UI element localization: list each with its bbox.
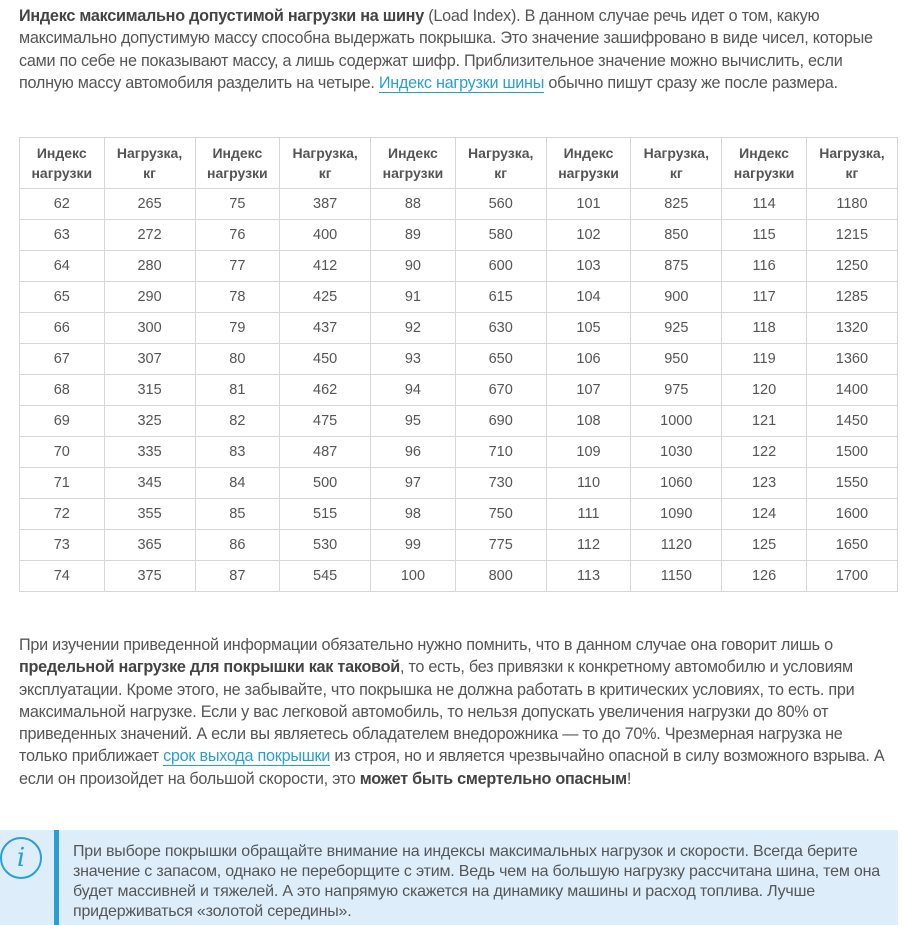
intro-text-2: обычно пишут сразу же после размера. [544,73,838,92]
load-index-cell: 97 [371,468,456,499]
load-index-cell: 90 [371,251,456,282]
load-index-cell: 80 [195,344,280,375]
load-kg-cell: 600 [455,251,546,282]
load-index-cell: 87 [195,561,280,592]
load-kg-cell: 1250 [806,251,897,282]
load-kg-cell: 545 [280,561,371,592]
body-paragraph [19,634,889,790]
load-kg-cell: 1030 [631,437,722,468]
table-row [20,530,898,561]
column-header: Индекс нагрузки [20,138,105,189]
load-index-cell: 67 [20,344,105,375]
load-index-cell: 66 [20,313,105,344]
load-index-cell: 107 [546,375,631,406]
body-bold-1: предельной нагрузке для покрышки как таковой [19,658,400,677]
load-kg-cell: 1180 [806,189,897,220]
info-text: При выборе покрышки обращайте внимание на индексы максимальных нагрузок и скорости. Всегда берите значение с запасом, однако не переборщите с этим. Ведь чем на большую нагрузку рассчитана шина, тем она будет массивней и тяжелей. А это напрямую скажется на динамику машины и расход топлива. Лучше придерживаться «золотой середины». [73,843,880,920]
info-accent-bar [54,830,59,925]
load-kg-cell: 530 [280,530,371,561]
load-index-cell: 72 [20,499,105,530]
load-index-cell: 104 [546,282,631,313]
load-kg-cell: 515 [280,499,371,530]
load-kg-cell: 670 [455,375,546,406]
body-text-4: ! [626,769,632,788]
load-kg-cell: 315 [104,375,195,406]
load-index-cell: 75 [195,189,280,220]
load-kg-cell: 775 [455,530,546,561]
load-kg-cell: 1090 [631,499,722,530]
info-icon: i [0,837,42,879]
load-kg-cell: 560 [455,189,546,220]
load-kg-cell: 1215 [806,220,897,251]
load-index-cell: 65 [20,282,105,313]
load-kg-cell: 690 [455,406,546,437]
column-header: Нагрузка, кг [104,138,195,189]
load-index-cell: 83 [195,437,280,468]
load-index-cell: 120 [722,375,807,406]
load-kg-cell: 265 [104,189,195,220]
intro-text-1: (Load Index). В данном случае речь идет о том, какую максимально допустимую массу способна выдержать покрышка. Это значение зашифровано в виде чисел, которые сами по себе не показывают массу, а лишь содержат шифр. Приблизительное значение можно вычислить, если полную массу автомобиля разделить на четыре. [19,7,873,92]
load-index-cell: 110 [546,468,631,499]
load-index-cell: 76 [195,220,280,251]
load-kg-cell: 365 [104,530,195,561]
load-index-cell: 123 [722,468,807,499]
load-index-cell: 117 [722,282,807,313]
load-index-cell: 116 [722,251,807,282]
tire-lifespan-link[interactable]: срок выхода покрышки [163,747,331,766]
load-index-cell: 115 [722,220,807,251]
load-kg-cell: 1120 [631,530,722,561]
load-index-cell: 89 [371,220,456,251]
table-row [20,468,898,499]
load-index-cell: 69 [20,406,105,437]
load-kg-cell: 1400 [806,375,897,406]
table-row [20,344,898,375]
load-index-cell: 91 [371,282,456,313]
load-kg-cell: 1060 [631,468,722,499]
load-index-cell: 78 [195,282,280,313]
load-index-cell: 108 [546,406,631,437]
load-kg-cell: 307 [104,344,195,375]
table-row [20,220,898,251]
info-callout [0,830,898,925]
table-row [20,499,898,530]
load-kg-cell: 1360 [806,344,897,375]
body-text-2: , то есть, без привязки к конкретному автомобилю и условиям эксплуатации. Кроме этого, не забывайте, что покрышка не должна работать в критических условиях, то есть. при максимальной нагрузке. Если у вас легковой автомобиль, то нельзя допускать увеличения нагрузки до 80% от приведенных значений. А если вы являетесь обладателем внедорожника — то до 70%. Чрезмерная нагрузка не только приближает [19,658,855,766]
load-index-cell: 64 [20,251,105,282]
column-header: Нагрузка, кг [280,138,371,189]
load-index-cell: 114 [722,189,807,220]
load-index-cell: 63 [20,220,105,251]
load-index-table [19,137,898,592]
load-index-cell: 111 [546,499,631,530]
table-body [20,189,898,592]
load-index-cell: 102 [546,220,631,251]
load-index-cell: 122 [722,437,807,468]
table-row [20,561,898,592]
column-header: Индекс нагрузки [546,138,631,189]
column-header: Индекс нагрузки [195,138,280,189]
load-kg-cell: 500 [280,468,371,499]
load-index-cell: 70 [20,437,105,468]
load-kg-cell: 710 [455,437,546,468]
load-kg-cell: 1600 [806,499,897,530]
load-index-cell: 95 [371,406,456,437]
load-kg-cell: 325 [104,406,195,437]
load-kg-cell: 580 [455,220,546,251]
table-row [20,375,898,406]
load-index-cell: 81 [195,375,280,406]
load-kg-cell: 975 [631,375,722,406]
load-index-cell: 124 [722,499,807,530]
load-index-cell: 105 [546,313,631,344]
load-kg-cell: 1000 [631,406,722,437]
load-index-cell: 93 [371,344,456,375]
load-index-cell: 100 [371,561,456,592]
load-kg-cell: 900 [631,282,722,313]
load-kg-cell: 850 [631,220,722,251]
load-kg-cell: 750 [455,499,546,530]
load-index-cell: 98 [371,499,456,530]
load-kg-cell: 1550 [806,468,897,499]
load-index-cell: 84 [195,468,280,499]
intro-bold-lead: Индекс максимально допустимой нагрузки на шину [19,7,424,25]
load-index-cell: 94 [371,375,456,406]
load-kg-cell: 335 [104,437,195,468]
load-kg-cell: 950 [631,344,722,375]
load-kg-cell: 272 [104,220,195,251]
load-kg-cell: 345 [104,468,195,499]
load-index-cell: 112 [546,530,631,561]
load-index-cell: 79 [195,313,280,344]
load-kg-cell: 475 [280,406,371,437]
load-index-cell: 121 [722,406,807,437]
load-kg-cell: 1150 [631,561,722,592]
load-kg-cell: 300 [104,313,195,344]
body-text-1: При изучении приведенной информации обязательно нужно помнить, что в данном случае она говорит лишь о [19,636,833,654]
load-kg-cell: 355 [104,499,195,530]
load-kg-cell: 800 [455,561,546,592]
load-kg-cell: 450 [280,344,371,375]
table-row [20,313,898,344]
load-index-cell: 77 [195,251,280,282]
table-row [20,251,898,282]
table-row [20,406,898,437]
load-index-cell: 126 [722,561,807,592]
table-row [20,282,898,313]
load-index-cell: 73 [20,530,105,561]
load-kg-cell: 1450 [806,406,897,437]
column-header: Индекс нагрузки [371,138,456,189]
table-row [20,437,898,468]
load-index-cell: 88 [371,189,456,220]
load-index-cell: 101 [546,189,631,220]
load-kg-cell: 1500 [806,437,897,468]
load-index-cell: 86 [195,530,280,561]
load-kg-cell: 387 [280,189,371,220]
load-kg-cell: 487 [280,437,371,468]
column-header: Нагрузка, кг [455,138,546,189]
load-kg-cell: 462 [280,375,371,406]
load-kg-cell: 875 [631,251,722,282]
load-kg-cell: 1650 [806,530,897,561]
load-index-cell: 62 [20,189,105,220]
load-kg-cell: 375 [104,561,195,592]
load-index-cell: 96 [371,437,456,468]
load-index-cell: 103 [546,251,631,282]
intro-paragraph [19,5,889,94]
load-kg-cell: 730 [455,468,546,499]
load-kg-cell: 280 [104,251,195,282]
load-index-cell: 92 [371,313,456,344]
load-index-link[interactable]: Индекс нагрузки шины [378,73,545,92]
load-index-cell: 82 [195,406,280,437]
body-text-3: из строя, но и является чрезвычайно опасной в силу возможного взрыва. А если он произойдет на большой скорости, это [19,747,885,788]
load-kg-cell: 1320 [806,313,897,344]
load-kg-cell: 1700 [806,561,897,592]
load-index-cell: 118 [722,313,807,344]
load-kg-cell: 412 [280,251,371,282]
load-kg-cell: 437 [280,313,371,344]
load-kg-cell: 290 [104,282,195,313]
load-kg-cell: 825 [631,189,722,220]
load-kg-cell: 425 [280,282,371,313]
load-index-cell: 85 [195,499,280,530]
table-row [20,189,898,220]
table-header-row [20,138,898,189]
load-kg-cell: 925 [631,313,722,344]
load-index-cell: 113 [546,561,631,592]
load-kg-cell: 400 [280,220,371,251]
column-header: Нагрузка, кг [806,138,897,189]
load-index-cell: 125 [722,530,807,561]
load-index-cell: 109 [546,437,631,468]
load-index-cell: 119 [722,344,807,375]
load-index-cell: 68 [20,375,105,406]
load-kg-cell: 615 [455,282,546,313]
body-bold-2: может быть смертельно опасным [359,769,627,788]
load-index-cell: 74 [20,561,105,592]
load-index-cell: 71 [20,468,105,499]
load-index-cell: 106 [546,344,631,375]
column-header: Нагрузка, кг [631,138,722,189]
load-index-cell: 99 [371,530,456,561]
load-kg-cell: 650 [455,344,546,375]
load-kg-cell: 630 [455,313,546,344]
column-header: Индекс нагрузки [722,138,807,189]
load-kg-cell: 1285 [806,282,897,313]
